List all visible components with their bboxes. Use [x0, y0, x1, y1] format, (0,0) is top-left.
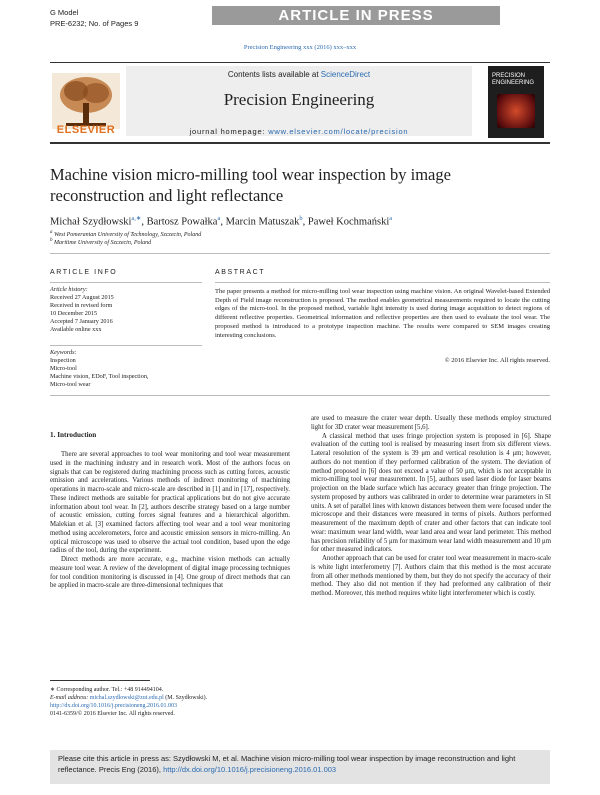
keywords	[50, 349, 205, 389]
issn-line: 0141-6359/© 2016 Elsevier Inc. All rights reserved.	[50, 711, 175, 717]
history-item: Received 27 August 2015	[50, 293, 114, 301]
abstract-text: The paper presents a method for micro-milling tool wear inspection using machine vision. An original Wavelet-based Extended Depth of Field image reconstruction is proposed. The method enables geometrical measurements required to locate the cutting edges of the micro-tool. In the proposed method, variable light intensity is used during image acquisition to detect regions of different reflective properties. Geometrical information and reflective properties are then used to evaluate the tool wear. The proposed method is introduced to a prototype inspection machine. The results were compared to SEM images creating interesting conclusions.	[215, 288, 550, 339]
author[interactable]: Bartosz Powałka	[146, 216, 218, 228]
author-list: Michał Szydłowski$^{a,∗}$, Bartosz Powałka$^a$, Marcin Matuszak$^b$, Paweł Kochmański$^a$	[50, 215, 393, 228]
article-info-heading: ARTICLE INFO	[50, 269, 118, 276]
affiliation-sup: a	[50, 230, 53, 235]
paragraph: are used to measure the crater wear depth. Usually these methods employ structured light for 3D crater wear measurement [5,6].	[311, 415, 551, 431]
cover-title: PRECISION ENGINEERING	[492, 73, 535, 86]
paragraph: Direct methods are more accurate, e.g., machine vision methods can actually measure tool wear. A review of the development of digital image processing techniques for tool condition monitoring is discussed in [4]. One group of direct methods that can be applied in macro-scale are three-dimensional techniques that	[50, 556, 290, 590]
author[interactable]: Marcin Matuszak	[225, 216, 300, 228]
email-suffix: (M. Szydłowski).	[163, 695, 208, 701]
divider	[50, 253, 550, 254]
corresponding-author-note: ∗ Corresponding author. Tel.: +48 914494104.	[50, 687, 164, 693]
article-code: PRE-6232; No. of Pages 9	[50, 19, 139, 28]
paragraph: Another approach that can be used for crater tool wear measurement in macro-scale is white light interferometry [7]. Authors claim that this method is the most accurate from all other methods mentioned by them, but they do not specify the accuracy of their method. They also did not mention if they had preformed any calibration of their method. Moreover, this method requires white light interferometer which is costly.	[311, 555, 551, 597]
email-note	[50, 694, 300, 702]
body-left-column	[50, 451, 290, 591]
affiliation-text: West Pomeranian University of Technology, Szczecin, Poland	[54, 232, 202, 238]
author[interactable]: Michał Szydłowski	[50, 216, 132, 228]
paper-title: Machine vision micro-milling tool wear inspection by image reconstruction and light reflectance	[50, 165, 451, 205]
divider	[50, 62, 550, 63]
journal-title: Precision Engineering	[223, 90, 375, 109]
divider	[50, 282, 202, 283]
keyword: Machine vision, EDoF, Tool inspection,	[50, 372, 149, 380]
divider	[50, 345, 202, 346]
affiliation	[50, 238, 151, 246]
email-label: E-mail address:	[50, 695, 90, 701]
keyword: Micro-tool	[50, 364, 77, 372]
header-left	[50, 7, 138, 29]
history-item: Available online xxx	[50, 325, 102, 333]
keyword: Micro-tool wear	[50, 380, 91, 388]
history-item: Received in revised form	[50, 301, 113, 309]
journal-citation[interactable]: Precision Engineering xxx (2016) xxx–xxx	[243, 44, 357, 51]
sciencedirect-link[interactable]: ScienceDirect	[320, 70, 371, 79]
cite-body: Please cite this article in press as: Szydłowski M, et al. Machine vision micro-milling tool wear inspection by image reconstruction and light reflectance. Precis Eng (2016),	[58, 754, 516, 774]
copyright: © 2016 Elsevier Inc. All rights reserved.	[444, 357, 550, 364]
elsevier-tree-logo	[52, 70, 120, 132]
keyword: Inspection	[50, 356, 76, 364]
publisher-wordmark: ELSEVIER	[56, 124, 116, 136]
body-right-column	[311, 415, 551, 599]
contents-line	[126, 70, 472, 79]
divider	[50, 395, 550, 396]
model-label: G Model	[50, 8, 79, 17]
affiliation	[50, 230, 201, 238]
cover-image	[497, 94, 535, 128]
author-sup[interactable]: b	[299, 215, 303, 222]
divider	[50, 142, 550, 144]
author-sup[interactable]: a,∗	[131, 215, 142, 222]
author[interactable]: Paweł Kochmański	[307, 216, 390, 228]
history-item: 10 December 2015	[50, 309, 98, 317]
author-sup[interactable]: a	[389, 215, 393, 222]
email-link[interactable]: michal.szydlowski@zut.edu.pl	[89, 695, 164, 701]
footnotes	[50, 686, 300, 718]
journal-homepage	[126, 127, 472, 136]
article-history	[50, 286, 205, 333]
history-item: Accepted 7 January 2016	[50, 317, 113, 325]
paragraph: There are several approaches to tool wear monitoring and tool wear measurement used in the machining industry and in research work. Most of the authors focus on signals that can be registered during machining process such as cutting forces, acoustic emission and accelerations. Various methods of indirect monitoring of machining operations in macro-scale and micro-scale are described in [1] and in [17], respectively. These indirect methods are suitable for practical applications but do not give accurate information about tool wear. In [2], authors describe strategy based on a large number of acoustic emission, cutting forces signal features and a hierarchical algorithm. Malekian et al. [3] examined factors affecting tool wear and a tool wear monitoring method using accelerometers, force and acoustic emission sensors in micro-milling. An optical microscope was used to observe the actual tool condition, based upon the edge radius of the tool, during the experiment.	[50, 451, 290, 555]
affiliation-sup: b	[50, 238, 53, 243]
divider	[215, 282, 550, 283]
abstract-heading: ABSTRACT	[215, 269, 266, 276]
section-heading: 1. Introduction	[50, 431, 97, 439]
doi-link[interactable]: http://dx.doi.org/10.1016/j.precisioneng.2016.01.003	[50, 703, 178, 709]
affiliation-text: Maritime University of Szczecin, Poland	[54, 240, 152, 246]
history-label: Article history:	[50, 286, 88, 293]
article-in-press-banner: ARTICLE IN PRESS	[212, 6, 500, 25]
cite-doi-link[interactable]: http://dx.doi.org/10.1016/j.precisioneng.2016.01.003	[163, 764, 337, 774]
author-sup[interactable]: a	[217, 215, 221, 222]
keywords-label: Keywords:	[50, 349, 77, 356]
footnote-divider	[50, 680, 150, 681]
homepage-link[interactable]: www.elsevier.com/locate/precision	[268, 127, 409, 136]
contents-prefix: Contents lists available at	[227, 70, 321, 79]
homepage-prefix: journal homepage:	[189, 127, 269, 136]
cite-text	[58, 754, 544, 775]
paragraph: A classical method that uses fringe projection system is proposed in [6]. Shape evaluation of the cutting tool is realised by measuring insert from six different views. Lateral resolution of the system is 39 μm and vertical resolution is 4 μm; however, authors do not mention if they performed calibration of the system. The deviation of method proposed in [6] does not exceed a value of 50 μm, which is not acceptable in micro-milling tool wear measurement. In [5], authors used laser diode for laser beams projection on the blade surface which has accuracy greater than fringe projection. The system proposed by authors was calibrated in order to determine wear parameters in SI units. A set of parallel lines with known distances between them were focused under the microscope and their distances were measured in terms of pixels. Authors performed measurement of the maximum depth of crater and other factors that can indicate tool wear: maximum wear land width, wear land area and wear land perimeter. This method has precision reliability of 5 μm for maximum wear land width measurement and 10 μm for other measured indicators.	[311, 432, 551, 554]
